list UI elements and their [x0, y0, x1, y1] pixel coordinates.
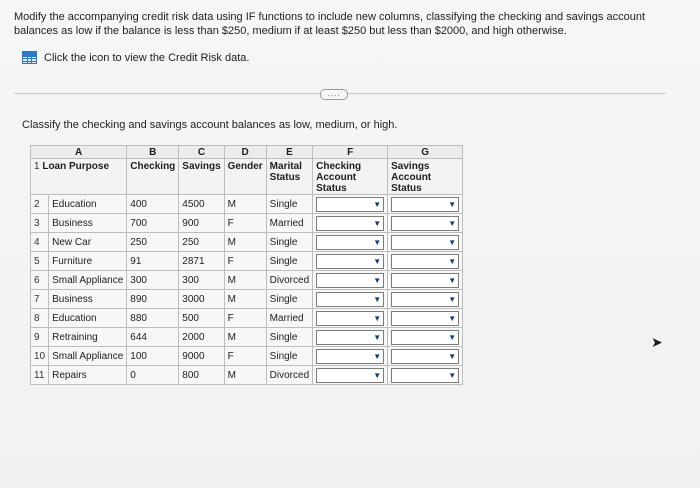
loan-purpose-cell: Business [49, 290, 127, 309]
savings-status-select-cell [388, 252, 463, 271]
savings-status-select[interactable] [391, 330, 459, 345]
header-checking: Checking [127, 159, 179, 195]
dropdown-arrow-icon[interactable]: ▼ [448, 332, 457, 342]
checking-cell: 300 [127, 271, 179, 290]
savings-cell: 9000 [179, 347, 224, 366]
col-letter: B [127, 146, 179, 159]
row-number-cell: 5 [31, 252, 49, 271]
col-letter: C [179, 146, 224, 159]
gender-cell: M [224, 271, 266, 290]
header-gender: Gender [224, 159, 266, 195]
header-savings-status: Savings Account Status [388, 159, 463, 195]
marital-status-cell: Single [266, 290, 312, 309]
mouse-cursor-icon: ➤ [651, 334, 663, 350]
loan-purpose-cell: Business [49, 214, 127, 233]
row-number-cell: 10 [31, 347, 49, 366]
gender-cell: F [224, 309, 266, 328]
checking-status-select-cell [313, 214, 388, 233]
savings-status-select-cell [388, 214, 463, 233]
col-letter: E [266, 146, 312, 159]
dropdown-arrow-icon[interactable]: ▼ [448, 294, 457, 304]
savings-status-select[interactable] [391, 235, 459, 250]
marital-status-cell: Divorced [266, 271, 312, 290]
savings-status-select[interactable] [391, 292, 459, 307]
checking-status-select[interactable] [316, 330, 384, 345]
marital-status-cell: Single [266, 328, 312, 347]
checking-cell: 100 [127, 347, 179, 366]
checking-status-select[interactable] [316, 292, 384, 307]
gender-cell: F [224, 252, 266, 271]
dropdown-arrow-icon[interactable]: ▼ [448, 256, 457, 266]
savings-status-select[interactable] [391, 273, 459, 288]
savings-cell: 250 [179, 233, 224, 252]
loan-purpose-cell: Repairs [49, 366, 127, 385]
checking-status-select[interactable] [316, 349, 384, 364]
savings-status-select-cell [388, 233, 463, 252]
gender-cell: M [224, 366, 266, 385]
header-checking-status: Checking Account Status [313, 159, 388, 195]
savings-status-select-cell [388, 271, 463, 290]
marital-status-cell: Single [266, 233, 312, 252]
savings-status-select[interactable] [391, 216, 459, 231]
checking-cell: 890 [127, 290, 179, 309]
savings-status-select[interactable] [391, 368, 459, 383]
savings-status-select-cell [388, 290, 463, 309]
col-letter: A [31, 146, 127, 159]
checking-status-select-cell [313, 309, 388, 328]
dropdown-arrow-icon[interactable]: ▼ [373, 294, 382, 304]
dropdown-arrow-icon[interactable]: ▼ [373, 256, 382, 266]
row-number-cell: 3 [31, 214, 49, 233]
savings-cell: 3000 [179, 290, 224, 309]
header-savings: Savings [179, 159, 224, 195]
savings-cell: 500 [179, 309, 224, 328]
gender-cell: M [224, 195, 266, 214]
dropdown-arrow-icon[interactable]: ▼ [373, 332, 382, 342]
dropdown-arrow-icon[interactable]: ▼ [373, 313, 382, 323]
checking-cell: 700 [127, 214, 179, 233]
row-number-cell: 7 [31, 290, 49, 309]
table-row [31, 195, 463, 214]
data-link-label[interactable]: Click the icon to view the Credit Risk data. [44, 51, 250, 64]
credit-risk-sheet [30, 145, 463, 385]
table-row [31, 233, 463, 252]
marital-status-cell: Divorced [266, 366, 312, 385]
savings-status-select-cell [388, 347, 463, 366]
checking-status-select-cell [313, 290, 388, 309]
marital-status-cell: Single [266, 195, 312, 214]
table-row [31, 214, 463, 233]
gender-cell: F [224, 347, 266, 366]
col-letter: D [224, 146, 266, 159]
checking-status-select-cell [313, 347, 388, 366]
loan-purpose-cell: Education [49, 309, 127, 328]
table-row [31, 347, 463, 366]
savings-cell: 4500 [179, 195, 224, 214]
header-row [31, 159, 463, 195]
savings-status-select-cell [388, 309, 463, 328]
table-row [31, 328, 463, 347]
savings-status-select-cell [388, 366, 463, 385]
dropdown-arrow-icon[interactable]: ▼ [373, 351, 382, 361]
savings-cell: 2871 [179, 252, 224, 271]
dropdown-arrow-icon[interactable]: ▼ [448, 199, 457, 209]
checking-cell: 0 [127, 366, 179, 385]
loan-purpose-cell: Education [49, 195, 127, 214]
gender-cell: M [224, 328, 266, 347]
gender-cell: M [224, 233, 266, 252]
loan-purpose-cell: Small Appliance [49, 271, 127, 290]
checking-status-select[interactable] [316, 273, 384, 288]
marital-status-cell: Single [266, 347, 312, 366]
row-number-cell: 8 [31, 309, 49, 328]
dropdown-arrow-icon[interactable]: ▼ [448, 237, 457, 247]
row-number-cell: 2 [31, 195, 49, 214]
checking-cell: 91 [127, 252, 179, 271]
savings-cell: 800 [179, 366, 224, 385]
checking-status-select-cell [313, 328, 388, 347]
savings-status-select[interactable] [391, 197, 459, 212]
data-link-row[interactable] [22, 51, 249, 64]
row-number-cell: 11 [31, 366, 49, 385]
marital-status-cell: Married [266, 214, 312, 233]
row-number: 1 [34, 161, 40, 172]
loan-purpose-cell: Retraining [49, 328, 127, 347]
dropdown-arrow-icon[interactable]: ▼ [448, 370, 457, 380]
intro-text: Modify the accompanying credit risk data using IF functions to include new columns, classifying the checking and savings account balances as low if the balance is less than $250, medium if at least $250 but less than $2000, and high otherwise. [14, 11, 645, 37]
savings-status-select[interactable] [391, 254, 459, 269]
header-marital-status: Marital Status [266, 159, 312, 195]
savings-cell: 900 [179, 214, 224, 233]
checking-cell: 250 [127, 233, 179, 252]
row-number-cell: 9 [31, 328, 49, 347]
header-loan-purpose: 1 Loan Purpose [31, 159, 127, 195]
dropdown-arrow-icon[interactable]: ▼ [373, 275, 382, 285]
task-prompt: Classify the checking and savings account balances as low, medium, or high. [22, 119, 398, 131]
checking-cell: 400 [127, 195, 179, 214]
checking-status-select[interactable] [316, 311, 384, 326]
table-row [31, 290, 463, 309]
checking-status-select[interactable] [316, 254, 384, 269]
col-letter: F [313, 146, 388, 159]
table-row [31, 271, 463, 290]
dropdown-arrow-icon[interactable]: ▼ [373, 199, 382, 209]
checking-status-select-cell [313, 271, 388, 290]
checking-cell: 644 [127, 328, 179, 347]
dropdown-arrow-icon[interactable]: ▼ [373, 218, 382, 228]
gender-cell: F [224, 214, 266, 233]
checking-status-select[interactable] [316, 235, 384, 250]
table-row [31, 366, 463, 385]
table-row [31, 252, 463, 271]
loan-purpose-cell: Small Appliance [49, 347, 127, 366]
dropdown-arrow-icon[interactable]: ▼ [373, 237, 382, 247]
table-row [31, 309, 463, 328]
checking-status-select-cell [313, 195, 388, 214]
savings-cell: 2000 [179, 328, 224, 347]
checking-cell: 880 [127, 309, 179, 328]
savings-status-select-cell [388, 195, 463, 214]
dropdown-arrow-icon[interactable]: ▼ [373, 370, 382, 380]
row-number-cell: 4 [31, 233, 49, 252]
dropdown-arrow-icon[interactable]: ▼ [448, 313, 457, 323]
savings-cell: 300 [179, 271, 224, 290]
row-number-cell: 6 [31, 271, 49, 290]
savings-status-select[interactable] [391, 349, 459, 364]
checking-status-select-cell [313, 252, 388, 271]
checking-status-select[interactable] [316, 368, 384, 383]
marital-status-cell: Married [266, 309, 312, 328]
more-button[interactable]: .... [320, 89, 348, 100]
checking-status-select[interactable] [316, 216, 384, 231]
checking-status-select-cell [313, 366, 388, 385]
gender-cell: M [224, 290, 266, 309]
loan-purpose-cell: Furniture [49, 252, 127, 271]
column-letter-row [31, 146, 463, 159]
col-letter: G [388, 146, 463, 159]
dropdown-arrow-icon[interactable]: ▼ [448, 218, 457, 228]
savings-status-select-cell [388, 328, 463, 347]
checking-status-select-cell [313, 233, 388, 252]
checking-status-select[interactable] [316, 197, 384, 212]
marital-status-cell: Single [266, 252, 312, 271]
savings-status-select[interactable] [391, 311, 459, 326]
spreadsheet-icon[interactable] [22, 51, 37, 64]
loan-purpose-cell: New Car [49, 233, 127, 252]
dropdown-arrow-icon[interactable]: ▼ [448, 351, 457, 361]
dropdown-arrow-icon[interactable]: ▼ [448, 275, 457, 285]
